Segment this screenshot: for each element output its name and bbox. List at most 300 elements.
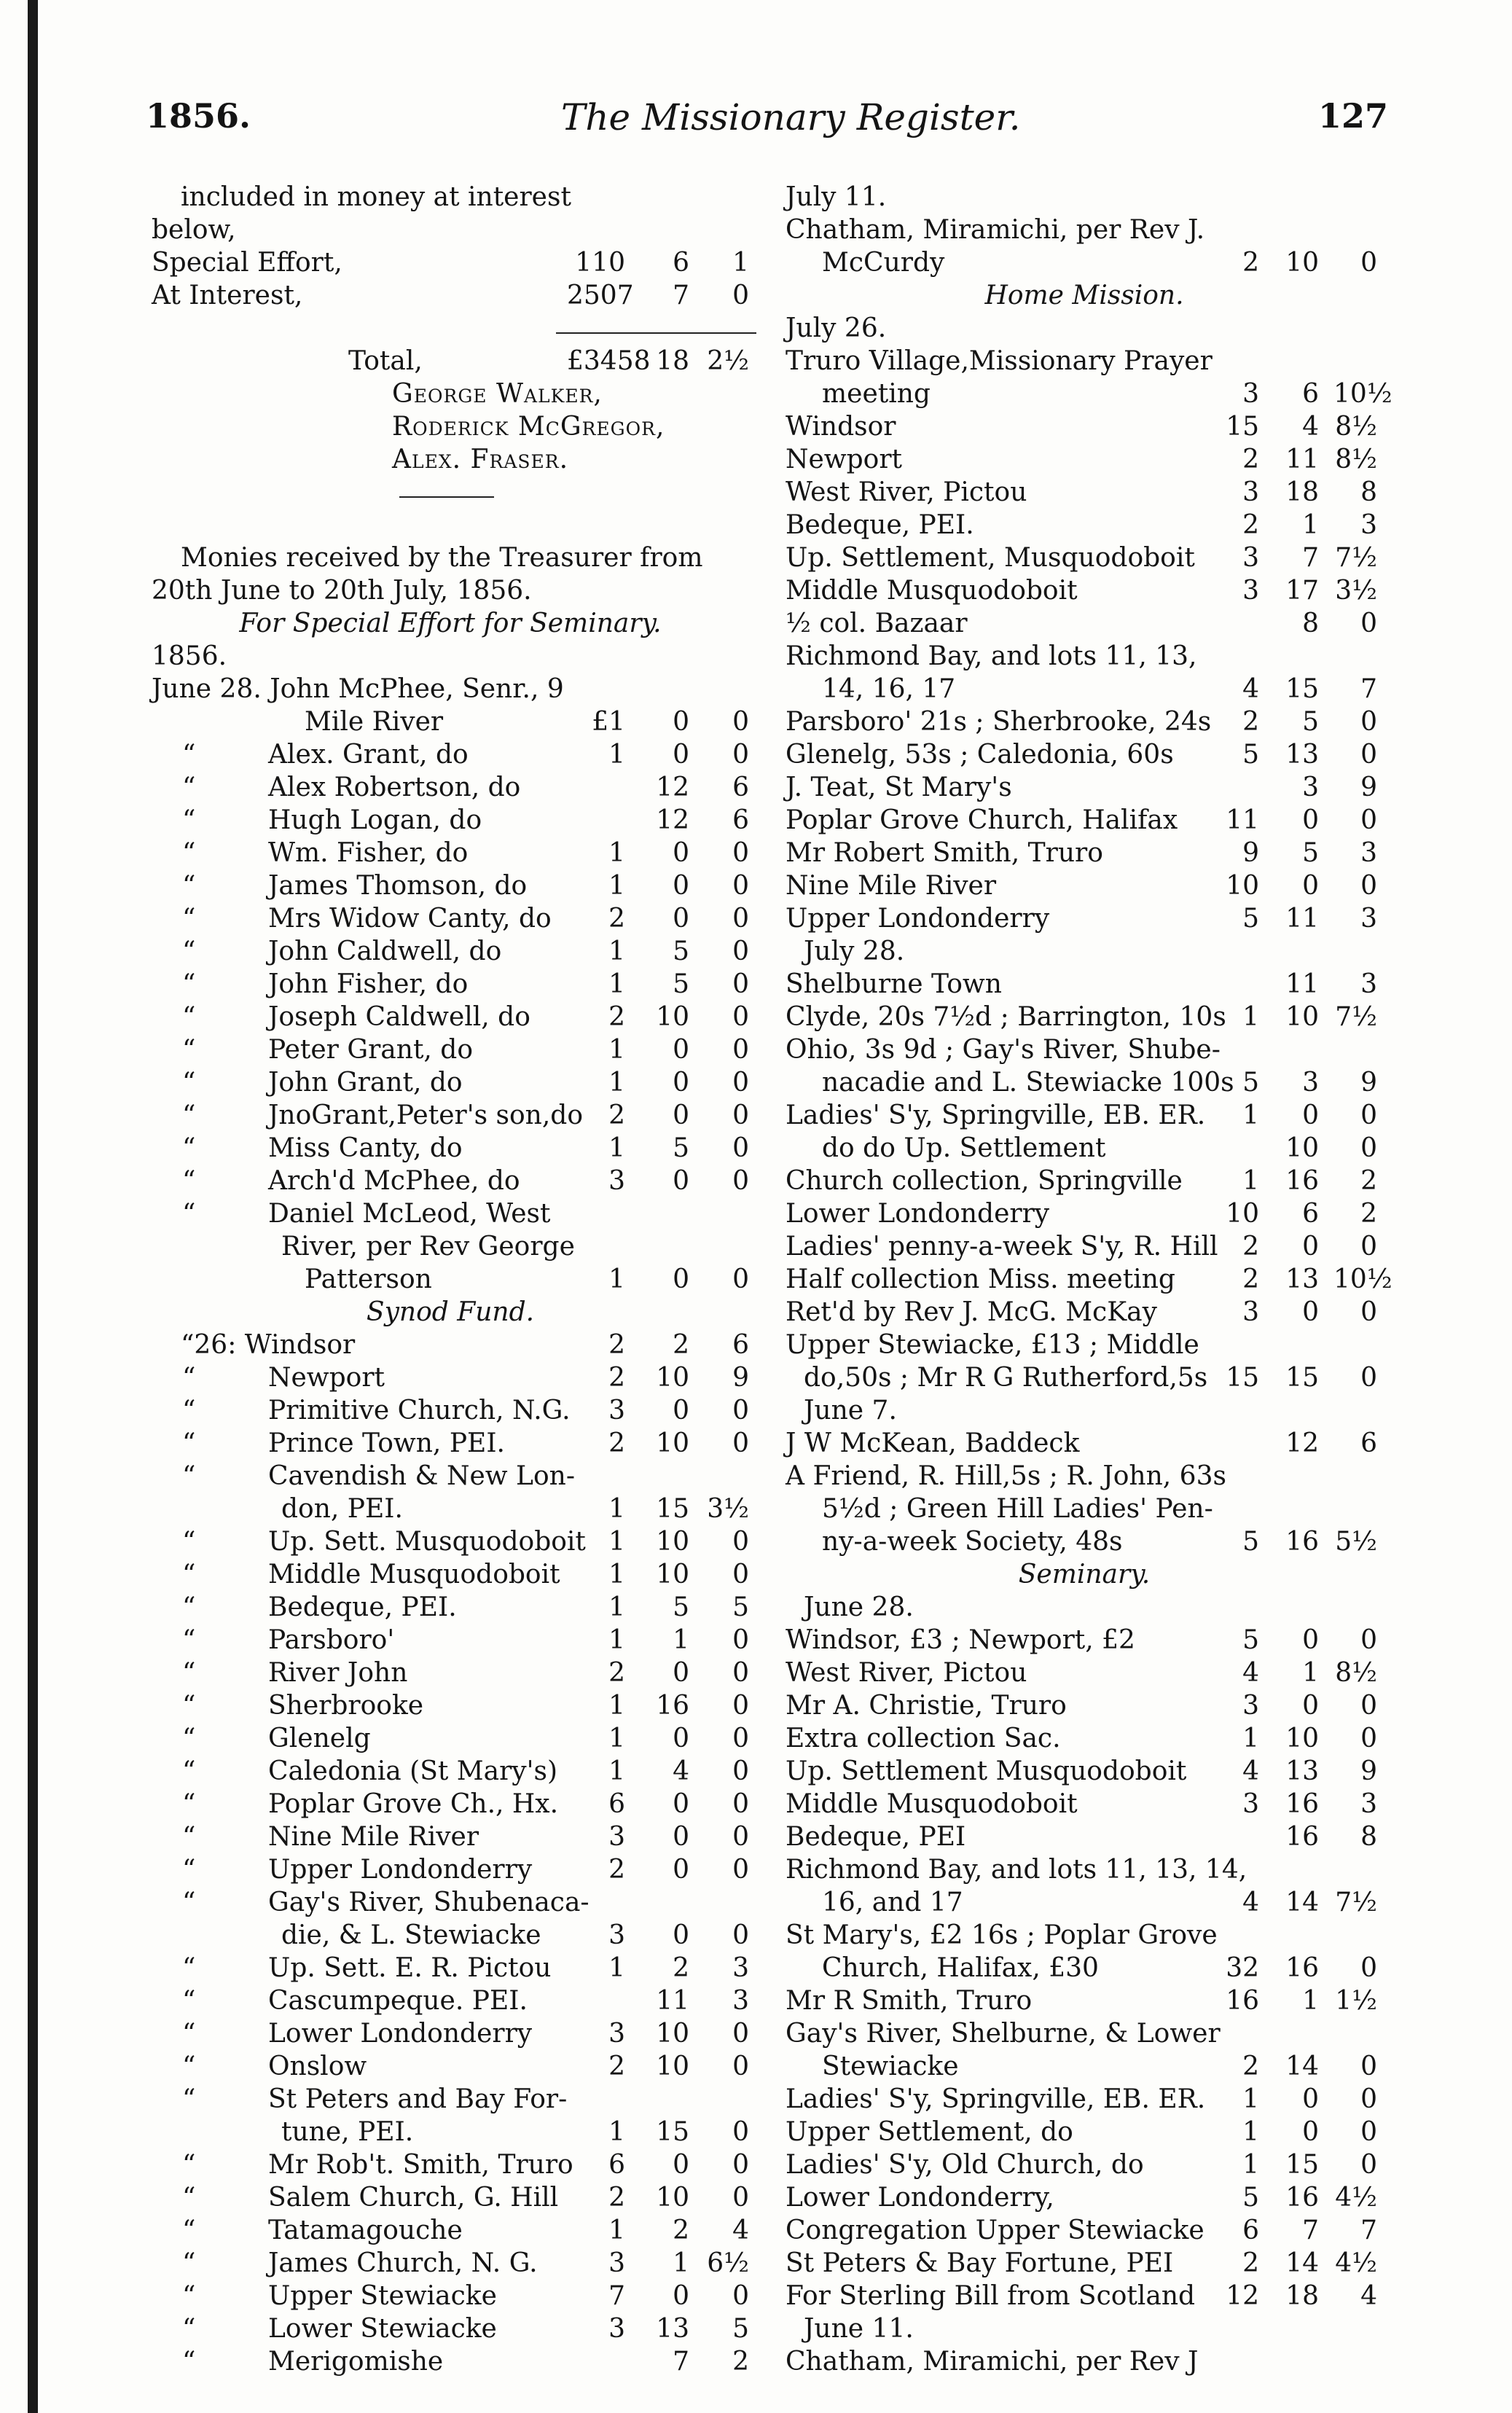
amount-pence: 1 [732,248,749,278]
entry-text: Upper Settlement, do [786,2117,1073,2147]
left-row [152,1624,749,1657]
amount-pence: 9 [1360,773,1377,802]
right-row [786,378,1392,410]
amount-shillings: 7 [1302,543,1319,573]
entry-text: Middle Musquodoboit [786,576,1078,606]
amount-pounds: 1 [1242,1724,1259,1753]
right-row [786,1952,1383,1984]
left-row [152,1394,749,1427]
amount-pounds: 1 [608,1035,625,1065]
right-row [786,1493,1383,1525]
amount-shillings: 0 [673,1396,689,1425]
left-row [152,2050,749,2083]
rule-divider [399,496,494,498]
amount-shillings: 3 [1302,1068,1319,1098]
amount-pence: 0 [1360,871,1377,901]
amount-pounds: 2 [1242,248,1259,278]
left-row [152,2247,749,2280]
amount-pounds: 4 [1242,674,1259,704]
entry-text: ny-a-week Society, 48s [822,1527,1123,1557]
amount-pounds: 1 [1242,1100,1259,1130]
amount-pence: 0 [732,871,749,901]
amount-pence: 0 [732,1527,749,1557]
entry-text: Upper Londonderry [268,1855,533,1885]
left-row [152,869,749,902]
amount-shillings: 18 [1285,2281,1319,2311]
amount-pence: 6 [732,773,749,802]
right-row [786,1820,1383,1853]
left-row [152,1427,749,1460]
amount-pounds: 4 [1242,1888,1259,1917]
amount-shillings: 16 [1285,1166,1319,1196]
amount-shillings: 1 [1302,1658,1319,1688]
amount-shillings: 12 [1285,1428,1319,1458]
left-row [152,1197,749,1230]
entry-text: Peter Grant, do [268,1035,474,1065]
amount-shillings: 8 [1302,609,1319,638]
left-row [152,1919,749,1952]
amount-shillings: 0 [673,1822,689,1852]
left-row [152,2345,749,2378]
left-row [152,214,749,246]
amount-pence: 4 [732,2215,749,2245]
entry-text: Chatham, Miramichi, per Rev J [786,2347,1199,2377]
amount-shillings: 2 [673,1330,689,1360]
right-row [786,2050,1383,2083]
amount-shillings: 0 [673,1068,689,1098]
entry-text: Upper Stewiacke, £13 ; Middle [786,1330,1199,1360]
entry-text: Richmond Bay, and lots 11, 13, [786,641,1197,671]
amount-pence: 0 [732,281,749,310]
right-row [786,1296,1383,1329]
amount-pence: 6½ [707,2248,749,2278]
page-spine-edge [28,0,38,2413]
ditto-mark: “ [182,1428,196,1458]
right-row [786,1263,1392,1296]
right-row [786,1919,1383,1952]
amount-pounds: 2 [608,1100,625,1130]
ditto-mark: “ [182,1953,196,1983]
entry-text: Half collection Miss. meeting [786,1264,1175,1294]
right-row [786,968,1383,1001]
entry-text: Mile River [305,707,444,737]
amount-pence: 3 [1360,1789,1377,1819]
amount-pence: 4½ [1335,2183,1377,2213]
amount-pounds: 1 [608,1592,625,1622]
right-row [786,1689,1383,1722]
amount-shillings: 17 [1285,576,1319,606]
amount-pounds: 6 [1242,2215,1259,2245]
right-row [786,673,1383,705]
ditto-mark: “ [182,838,196,868]
entry-text: July 11. [786,182,887,212]
right-row [786,541,1383,574]
amount-pence: 9 [732,1363,749,1393]
right-row [786,1525,1383,1558]
ditto-mark: “ [182,2019,196,2049]
entry-text: Bedeque, PEI. [786,510,974,540]
ditto-mark: “ [182,2215,196,2245]
ditto-mark: “ [182,969,196,999]
entry-text: Wm. Fisher, do [268,838,469,868]
entry-text: Daniel McLeod, West [268,1199,551,1229]
amount-shillings: 14 [1285,1888,1319,1917]
entry-text: For Sterling Bill from Scotland [786,2281,1196,2311]
right-column [786,181,1392,2378]
entry-text: Newport [786,445,903,474]
amount-pounds: 9 [1242,838,1259,868]
entry-text: John Fisher, do [268,969,469,999]
amount-pence: 0 [732,2117,749,2147]
entry-text: Up. Sett. Musquodoboit [268,1527,586,1557]
right-row [786,804,1383,837]
entry-text: Windsor [786,412,896,442]
amount-shillings: 0 [1302,1625,1319,1655]
amount-pounds: 3 [1242,543,1259,573]
ditto-mark: “ [182,1789,196,1819]
entry-text: Bedeque, PEI. [268,1592,457,1622]
ditto-mark: “ [182,2248,196,2278]
entry-text: Shelburne Town [786,969,1002,999]
left-row [152,2017,749,2050]
amount-pence: 7½ [1335,1002,1377,1032]
amount-shillings: 0 [673,1920,689,1950]
amount-pence: 3 [1360,904,1377,934]
entry-text: meeting [822,379,931,409]
right-row [786,1197,1383,1230]
entry-text: Up. Sett. E. R. Pictou [268,1953,552,1983]
entry-text: Hugh Logan, do [268,805,482,835]
amount-shillings: 5 [1302,838,1319,868]
amount-pounds: 4 [1242,1658,1259,1688]
amount-pounds: 1 [608,2117,625,2147]
entry-text: Alex Robertson, do [268,773,521,802]
left-row [152,1591,749,1624]
amount-pounds: 1 [608,1691,625,1721]
amount-shillings: 1 [1302,510,1319,540]
entry-text: Lower Stewiacke [268,2314,497,2344]
entry-text: Church collection, Springville [786,1166,1183,1196]
amount-pence: 7½ [1335,1888,1377,1917]
right-row [786,869,1383,902]
amount-pence: 6 [1360,1428,1377,1458]
left-column [152,181,749,2378]
left-row [152,541,749,574]
amount-shillings: 15 [1285,674,1319,704]
amount-pounds: 7 [608,2281,625,2311]
amount-shillings: 0 [673,904,689,934]
amount-pounds: 1 [608,871,625,901]
entry-text: Joseph Caldwell, do [268,1002,530,1032]
amount-pence: 0 [1360,740,1377,770]
entry-text: Lower Londonderry [786,1199,1050,1229]
right-row [786,1755,1383,1788]
entry-text: included in money at interest [181,182,571,212]
amount-pounds: 15 [1226,1363,1259,1393]
amount-shillings: 0 [673,1264,689,1294]
entry-text: George Walker, [392,379,603,409]
entry-text: Gay's River, Shelburne, & Lower [786,2019,1221,2049]
amount-pounds: 3 [608,1920,625,1950]
amount-shillings: 5 [673,1592,689,1622]
amount-pounds: 2 [608,1658,625,1688]
right-row [786,902,1383,935]
left-row [152,443,749,476]
amount-shillings: 10 [656,1002,689,1032]
entry-text: Ladies' penny-a-week S'y, R. Hill [786,1232,1218,1262]
amount-pounds: 1 [1242,2150,1259,2180]
amount-shillings: 13 [1285,740,1319,770]
ditto-mark: “ [182,2183,196,2213]
amount-pounds: 2 [608,1855,625,1885]
amount-pence: 0 [732,2183,749,2213]
amount-shillings: 13 [1285,1264,1319,1294]
ditto-mark: “ [182,1100,196,1130]
amount-shillings: 16 [1285,1527,1319,1557]
amount-shillings: 7 [673,281,689,310]
amount-pounds: 2 [1242,1264,1259,1294]
amount-shillings: 12 [656,805,689,835]
entry-text: Ladies' S'y, Springville, EB. ER. [786,2084,1206,2114]
amount-pounds: 1 [608,1133,625,1163]
left-row [152,246,749,279]
entry-text: Extra collection Sac. [786,1724,1061,1753]
amount-shillings: 0 [673,871,689,901]
amount-shillings: 0 [673,1166,689,1196]
amount-pounds: 6 [608,2150,625,2180]
entry-text: River John [268,1658,408,1688]
ditto-mark: “ [182,2150,196,2180]
right-row [786,640,1383,673]
left-row [152,1460,749,1493]
ditto-mark: “ [182,1166,196,1196]
entry-text: Church, Halifax, £30 [822,1953,1099,1983]
left-row [152,1689,749,1722]
amount-pence: 3 [1360,969,1377,999]
left-row [152,837,749,869]
ditto-mark: “ [182,1133,196,1163]
amount-pounds: 2 [608,1363,625,1393]
entry-text: Ohio, 3s 9d ; Gay's River, Shube- [786,1035,1221,1065]
amount-pence: 0 [732,1920,749,1950]
amount-pence: 0 [732,904,749,934]
amount-pence: 7 [1360,674,1377,704]
right-row [786,1460,1383,1493]
amount-pounds: 1 [608,1560,625,1589]
amount-pence: 6 [732,1330,749,1360]
left-row [152,673,749,705]
amount-shillings: 12 [656,773,689,802]
amount-pounds: 5 [1242,2183,1259,2213]
right-row [786,1886,1383,1919]
entry-text: Lower Londonderry, [786,2183,1054,2213]
amount-shillings: 1 [1302,1986,1319,2016]
right-row [786,935,1383,968]
left-row [152,1165,749,1197]
amount-pence: 3½ [1335,576,1377,606]
ditto-mark: “ [182,1625,196,1655]
left-row [152,1886,749,1919]
amount-shillings: 10 [1285,248,1319,278]
right-row [786,1788,1383,1820]
ditto-mark: “ [182,2084,196,2114]
amount-shillings: 10 [1285,1724,1319,1753]
amount-shillings: 11 [1285,445,1319,474]
entry-text: June 11. [804,2314,914,2344]
amount-pence: 8½ [1335,1658,1377,1688]
amount-pence: 8 [1360,1822,1377,1852]
left-row [152,509,749,541]
section-heading: Seminary. [1018,1560,1151,1589]
amount-pounds: 12 [1226,2281,1259,2311]
amount-shillings: 1 [673,2248,689,2278]
entry-text: Clyde, 20s 7½d ; Barrington, 10s [786,1002,1226,1032]
amount-pence: 0 [732,936,749,966]
entry-text: James Thomson, do [268,871,528,901]
right-row [786,2247,1383,2280]
left-row [152,902,749,935]
amount-shillings: 0 [673,1789,689,1819]
amount-pounds: 1 [608,1494,625,1524]
left-row [152,1230,749,1263]
amount-pounds: 3 [1242,1789,1259,1819]
amount-pence: 10½ [1333,379,1392,409]
amount-shillings: 16 [1285,2183,1319,2213]
left-row [152,1066,749,1099]
entry-text: Middle Musquodoboit [786,1789,1078,1819]
ditto-mark: “ [182,740,196,770]
entry-text: Cavendish & New Lon- [268,1461,575,1491]
ditto-mark: “ [182,1592,196,1622]
amount-pence: 5 [732,1592,749,1622]
entry-text: Upper Stewiacke [268,2281,497,2311]
amount-pounds: 3 [1242,1691,1259,1721]
entry-text: 16, and 17 [822,1888,963,1917]
amount-shillings: 10 [656,1560,689,1589]
entry-text: J. Teat, St Mary's [786,773,1012,802]
right-row [786,312,1383,345]
right-row [786,181,1383,214]
amount-pounds: 110 [575,248,625,278]
left-row [152,1493,749,1525]
amount-pounds: 3 [608,2314,625,2344]
right-row [786,410,1383,443]
entry-text: “26: Windsor [181,1330,356,1360]
amount-shillings: 2 [673,1953,689,1983]
amount-pounds: 5 [1242,1625,1259,1655]
left-row [152,1722,749,1755]
amount-pence: 0 [732,1855,749,1885]
entry-text: J W McKean, Baddeck [786,1428,1080,1458]
entry-text: JnoGrant,Peter's son,do [268,1100,584,1130]
right-row [786,1984,1383,2017]
amount-pounds: 2 [1242,1232,1259,1262]
amount-pence: 0 [1360,1133,1377,1163]
right-row [786,2345,1383,2378]
amount-shillings: 1 [673,1625,689,1655]
amount-pounds: 4 [1242,1756,1259,1786]
entry-text: do,50s ; Mr R G Rutherford,5s [804,1363,1208,1393]
left-row [152,378,749,410]
amount-shillings: 14 [1285,2052,1319,2081]
entry-text: Sherbrooke [268,1691,424,1721]
amount-shillings: 6 [1302,1199,1319,1229]
amount-pence: 2 [732,2347,749,2377]
amount-pounds: 2 [1242,707,1259,737]
entry-text: St Peters and Bay For- [268,2084,568,2114]
amount-pounds: 1 [608,1724,625,1753]
entry-text: below, [152,215,236,245]
amount-pence: 0 [732,1002,749,1032]
amount-pence: 0 [1360,2052,1377,2081]
entry-text: John Grant, do [268,1068,463,1098]
right-row [786,1591,1383,1624]
entry-text: Arch'd McPhee, do [268,1166,520,1196]
amount-pounds: 2 [608,2183,625,2213]
amount-shillings: 10 [656,2052,689,2081]
amount-shillings: 13 [656,2314,689,2344]
right-row [786,1624,1383,1657]
entry-text: Merigomishe [268,2347,444,2377]
left-row [152,410,749,443]
right-row [786,1230,1383,1263]
entry-text: Chatham, Miramichi, per Rev J. [786,215,1205,245]
amount-pounds: 10 [1226,1199,1259,1229]
amount-pence: 0 [1360,609,1377,638]
amount-shillings: 16 [1285,1822,1319,1852]
amount-pence: 0 [732,2281,749,2311]
left-row [152,574,749,607]
entry-text: Truro Village,Missionary Prayer [786,346,1213,376]
amount-pence: 0 [732,1068,749,1098]
entry-text: Patterson [305,1264,432,1294]
ditto-mark: “ [182,1822,196,1852]
ditto-mark: “ [182,1986,196,2016]
entry-text: Poplar Grove Ch., Hx. [268,1789,559,1819]
ditto-mark: “ [182,936,196,966]
amount-pence: 0 [1360,1724,1377,1753]
entry-text: don, PEI. [281,1494,403,1524]
amount-pence: 6 [732,805,749,835]
entry-text: Up. Settlement, Musquodoboit [786,543,1195,573]
right-row [786,771,1383,804]
amount-pounds: 2 [608,1330,625,1360]
entry-text: Up. Settlement Musquodoboit [786,1756,1187,1786]
entry-text: Mr Robert Smith, Truro [786,838,1103,868]
amount-pounds: 5 [1242,740,1259,770]
entry-text: Ret'd by Rev J. McG. McKay [786,1297,1157,1327]
entry-text: Lower Londonderry [268,2019,533,2049]
right-row [786,509,1383,541]
entry-text: Mr R Smith, Truro [786,1986,1033,2016]
amount-pounds: 3 [608,1396,625,1425]
amount-shillings: 3 [1302,773,1319,802]
ditto-mark: “ [182,1527,196,1557]
amount-pounds: 1 [608,740,625,770]
entry-text: do do Up. Settlement [822,1133,1106,1163]
amount-shillings: 15 [1285,2150,1319,2180]
left-row [152,1132,749,1165]
amount-shillings: 0 [1302,1297,1319,1327]
amount-pence: 0 [732,1264,749,1294]
amount-pence: 0 [732,1724,749,1753]
entry-text: 20th June to 20th July, 1856. [152,576,532,606]
entry-text: Salem Church, G. Hill [268,2183,559,2213]
ditto-mark: “ [182,1888,196,1917]
amount-pence: 0 [732,1100,749,1130]
amount-pence: 0 [732,1658,749,1688]
entry-text: Nine Mile River [786,871,997,901]
